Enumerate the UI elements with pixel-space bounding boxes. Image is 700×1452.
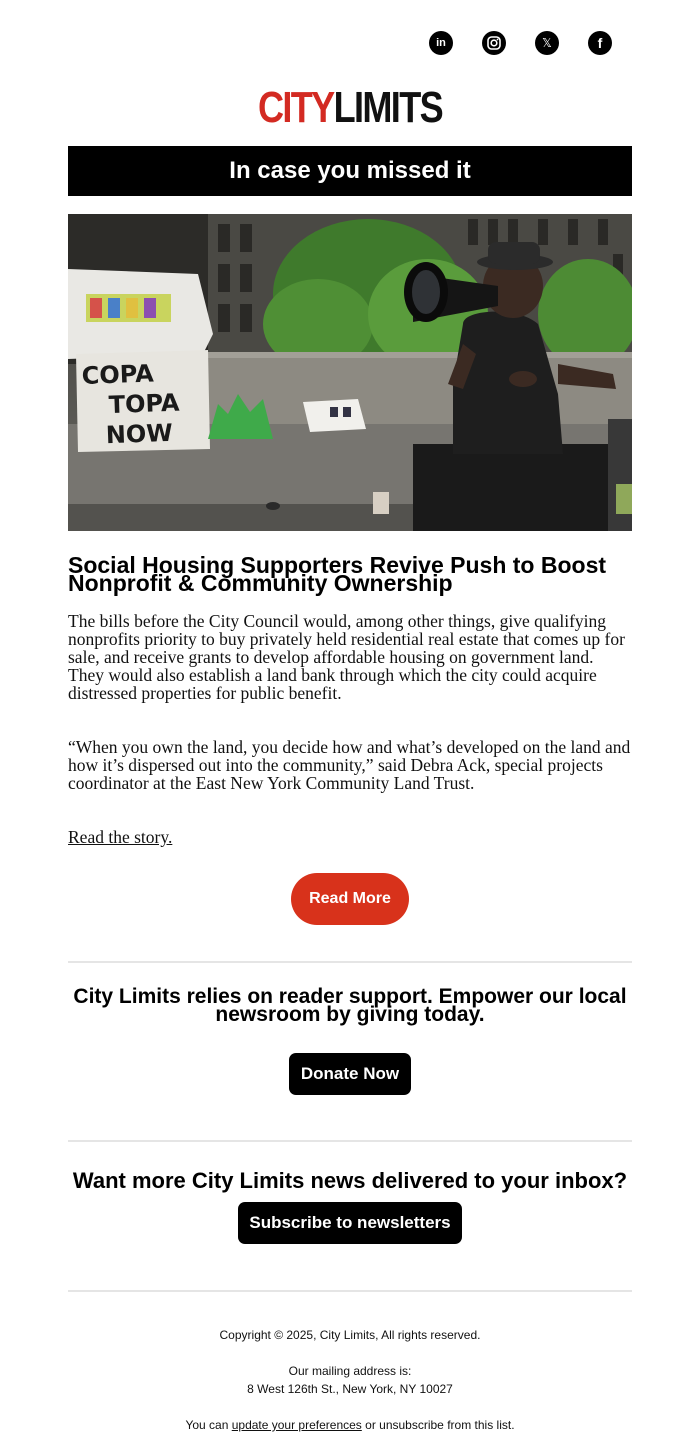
support-message: City Limits relies on reader support. Empower our local newsroom by giving today.	[73, 985, 627, 1026]
footer-preferences	[0, 1416, 700, 1434]
subscribe-button[interactable]: Subscribe to newsletters	[238, 1202, 462, 1244]
donate-button[interactable]: Donate Now	[289, 1053, 411, 1095]
protest-sign-text: COPA TOPA NOW	[81, 359, 180, 450]
prefs-suffix: or unsubscribe from this list.	[361, 1418, 515, 1432]
divider	[68, 1140, 632, 1142]
read-story-link[interactable]: Read the story.	[68, 827, 173, 847]
article-paragraph-2: “When you own the land, you decide how and what’s developed on the land and how it’s dispersed out into the community,” said Debra Ack, special projects coordinator at the East New York Community Land Trust.	[68, 737, 631, 793]
instagram-glyph	[487, 36, 501, 50]
hero-illustration	[68, 214, 632, 531]
hero-image[interactable]	[68, 214, 632, 531]
footer-mailing-label: Our mailing address is:	[288, 1364, 412, 1378]
instagram-icon[interactable]	[482, 31, 506, 55]
facebook-icon[interactable]	[588, 31, 612, 55]
prefs-prefix: You can	[185, 1418, 232, 1432]
city-limits-logo[interactable]	[63, 83, 637, 132]
newsletter-prompt: Want more City Limits news delivered to your inbox?	[72, 1168, 628, 1193]
read-more-button[interactable]: Read More	[291, 873, 409, 925]
facebook-glyph: f	[597, 35, 603, 51]
logo-limits: LIMITS	[333, 83, 443, 132]
update-preferences-link[interactable]: update your preferences	[231, 1418, 362, 1432]
logo-city: CITY	[257, 83, 334, 132]
divider	[68, 961, 632, 963]
section-banner: In case you missed it	[68, 146, 632, 196]
read-story-paragraph	[68, 828, 632, 846]
article-headline[interactable]: Social Housing Supporters Revive Push to Boost Nonprofit & Community Ownership	[68, 552, 607, 596]
x-icon[interactable]	[535, 31, 559, 55]
divider	[68, 1290, 632, 1292]
x-glyph: 𝕏	[542, 36, 552, 50]
article-paragraph-1: The bills before the City Council would, among other things, give qualifying nonprofits priority to buy privately held residential real estate that comes up for sale, and receive grants to develop affordable housing on government land. They would also establish a land bank through which the city could acquire distressed properties for public benefit.	[68, 611, 625, 703]
social-links	[429, 31, 612, 55]
footer-copyright: Copyright © 2025, City Limits, All rights reserved.	[219, 1328, 481, 1342]
footer-address: 8 West 126th St., New York, NY 10027	[247, 1382, 453, 1396]
linkedin-icon[interactable]	[429, 31, 453, 55]
linkedin-glyph: in	[436, 37, 446, 49]
